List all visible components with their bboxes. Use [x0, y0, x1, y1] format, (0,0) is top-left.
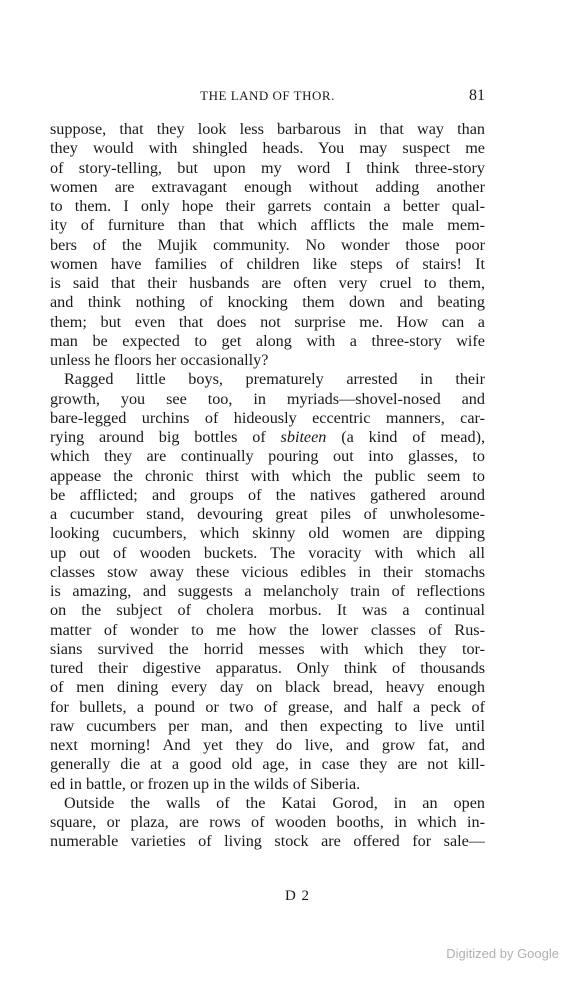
text-line: generally die at a good old age, in case they are not kill- — [50, 755, 485, 774]
text-line: which they are continually pouring out into glasses, to — [50, 447, 485, 466]
text-line: growth, you see too, in myriads—shovel-nosed and — [50, 389, 485, 408]
text-line: for bullets, a pound or two of grease, and half a peck of — [50, 697, 485, 716]
text-line: bers of the Mujik community. No wonder those poor — [50, 235, 485, 254]
text-line: next morning! And yet they do live, and grow fat, and — [50, 736, 485, 754]
text-line: square, or plaza, are rows of wooden booths, in which in- — [50, 813, 485, 831]
text-line: is amazing, and suggests a melancholy train of reflections — [50, 582, 485, 600]
text-line: looking cucumbers, which skinny old women are dipping — [50, 524, 485, 543]
text-line: of story-telling, but upon my word I think three-story — [50, 158, 485, 177]
text-line: unless he floors her occasionally? — [50, 351, 269, 369]
text-line: raw cucumbers per man, and then expecting to live until — [50, 716, 485, 735]
text-line: tured their digestive apparatus. Only think of thousands — [50, 659, 485, 677]
text-line: up out of wooden buckets. The voracity with which all — [50, 543, 485, 562]
text-line: a cucumber stand, devouring great piles of unwholesome- — [50, 505, 485, 523]
running-title: THE LAND OF THOR. — [200, 88, 335, 103]
text-line: rying around big bottles of sbiteen (a kind of mead), — [50, 428, 486, 446]
text-line: ity of furniture than that which afflicts the male mem- — [50, 216, 485, 235]
text-line: matter of wonder to me how the lower classes of Rus- — [50, 620, 485, 639]
text-line: and think nothing of knocking them down and beating — [50, 293, 485, 312]
text-line: on the subject of cholera morbus. It was a continual — [50, 601, 485, 620]
text-line: Outside the walls of the Katai Gorod, in an open — [64, 793, 485, 812]
text-line: man be expected to get along with a three-story wife — [50, 331, 485, 350]
text-line: of men dining every day on black bread, heavy enough — [50, 678, 485, 697]
text-line: appease the chronic thirst with which the public seem to — [50, 466, 485, 485]
text-line: ed in battle, or frozen up in the wilds of Siberia. — [50, 774, 361, 793]
text-line: sians survived the horrid messes with which they tor- — [50, 639, 485, 658]
text-line: be afflicted; and groups of the natives gathered around — [50, 485, 485, 504]
text-line: women are extravagant enough without adding another — [50, 177, 485, 196]
text-line: they would with shingled heads. You may suspect me — [50, 139, 485, 158]
running-header — [50, 88, 485, 110]
text-line: bare-legged urchins of hideously eccentric manners, car- — [50, 408, 485, 427]
text-line: to them. I only hope their garrets contain a better qual- — [50, 197, 485, 215]
text-line: classes stow away these vicious edibles in their stomachs — [50, 562, 485, 581]
italic-term: sbiteen — [280, 428, 327, 446]
text-line: numerable varieties of living stock are offered for sale— — [50, 832, 485, 851]
digitizer-watermark: Digitized by Google — [446, 946, 559, 961]
text-line: is said that their husbands are often very cruel to them, — [50, 274, 485, 292]
page-number: 81 — [469, 87, 485, 104]
text-line: them; but even that does not surprise me. How can a — [50, 312, 485, 331]
body-text — [50, 120, 485, 852]
text-line: Ragged little boys, prematurely arrested in their — [64, 370, 485, 389]
text-line: women have families of children like steps of stairs! It — [50, 254, 485, 273]
text-line: suppose, that they look less barbarous in that way than — [50, 120, 485, 138]
signature-mark: D 2 — [284, 888, 311, 904]
